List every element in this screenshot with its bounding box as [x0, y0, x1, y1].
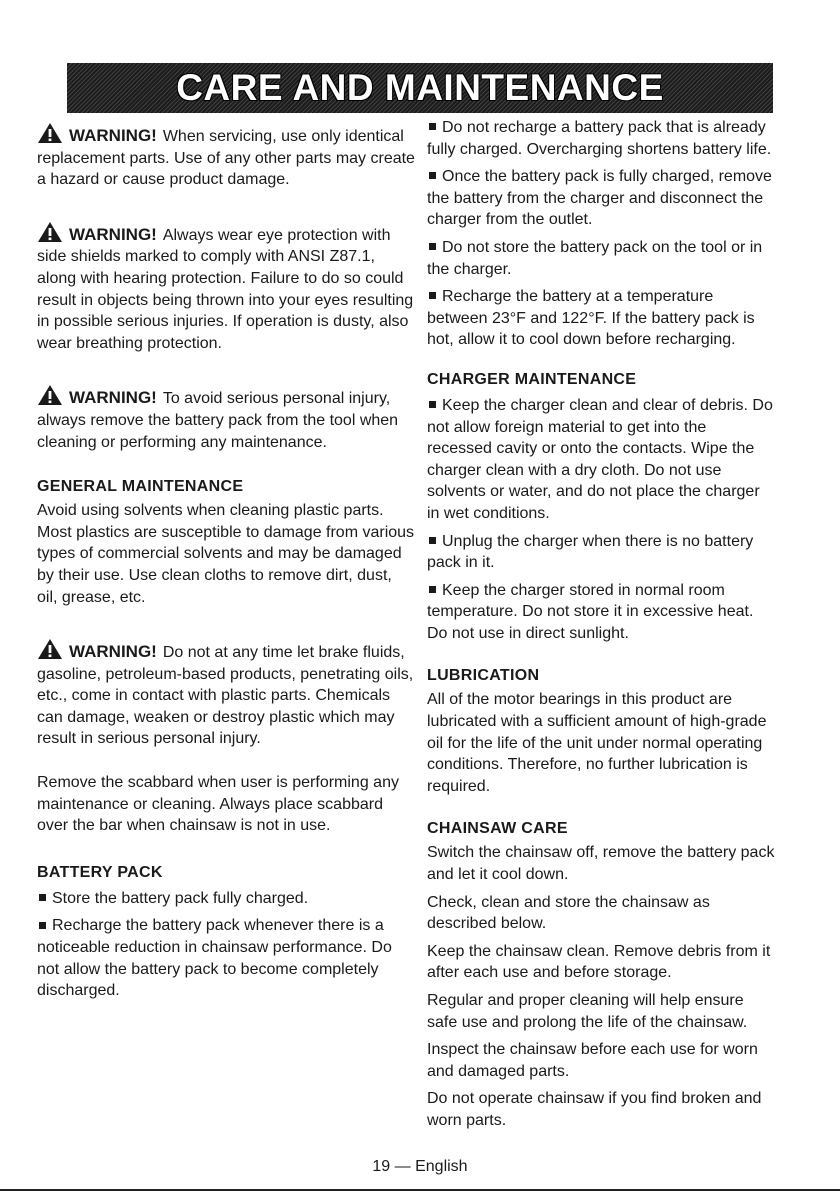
warning-text: Do not at any time let brake fluids, gasoline, petroleum-based products, penetrating oils, etc., come in contact with plastic parts. Chemicals can damage, weaken or destroy plastic which may result in serious personal injury. [37, 644, 414, 748]
battery-bullet: Once the battery pack is fully charged, remove the battery from the charger and disconnect the charger from the outlet. [427, 166, 775, 231]
warning-text: Always wear eye protection with side shields marked to comply with ANSI Z87.1, along with hearing protection. Failure to do so could result in objects being thrown into your eyes resulting in possible serious injuries. If operation is dusty, also wear breathing protection. [37, 226, 414, 352]
chainsaw-care-heading: CHAINSAW CARE [427, 820, 568, 838]
battery-bullet: Recharge the battery at a temperature between 23°F and 122°F. If the battery pack is hot, allow it to cool down before recharging. [427, 286, 775, 351]
warning-eye-protection [37, 221, 415, 355]
warning-text: When servicing, use only identical replacement parts. Use of any other parts may create a hazard or cause product damage. [37, 128, 415, 189]
warning-icon [37, 384, 63, 406]
warning-label: WARNING! [69, 642, 157, 662]
chainsaw-care-text: Check, clean and store the chainsaw as described below. [427, 893, 710, 933]
battery-bullet: Do not recharge a battery pack that is already fully charged. Overcharging shortens battery life. [427, 117, 775, 160]
chainsaw-care-text: Do not operate chainsaw if you find broken and worn parts. [427, 1090, 762, 1129]
warning-label: WARNING! [69, 388, 157, 408]
section-banner [67, 63, 773, 113]
warning-replacement-parts [37, 122, 415, 191]
warning-text: To avoid serious personal injury, always remove the battery pack from the tool when cleaning or performing any maintenance. [37, 390, 399, 451]
warning-remove-battery [37, 384, 415, 453]
page-title: CARE AND MAINTENANCE [176, 67, 664, 108]
warning-icon [37, 221, 63, 243]
warning-icon [37, 122, 63, 144]
right-column [427, 117, 775, 1132]
battery-bullet: Store the battery pack fully charged. [37, 888, 415, 910]
chainsaw-care-text: Inspect the chainsaw before each use for worn and damaged parts. [427, 1041, 758, 1080]
battery-bullet: Recharge the battery pack whenever there is a noticeable reduction in chainsaw performance. Do not allow the battery pack to become completely discharged. [37, 915, 415, 1001]
chainsaw-care-text: Switch the chainsaw off, remove the battery pack and let it cool down. [427, 844, 775, 884]
warning-label: WARNING! [69, 126, 157, 145]
chainsaw-care-text: Regular and proper cleaning will help ensure safe use and prolong the life of the chainsaw. [427, 992, 748, 1031]
charger-bullet: Keep the charger stored in normal room temperature. Do not store it in excessive heat. Do not use in direct sunlight. [427, 580, 775, 645]
lubrication-heading: LUBRICATION [427, 667, 540, 685]
left-column [37, 117, 415, 1002]
warning-label: WARNING! [69, 224, 157, 244]
general-maintenance-text: Avoid using solvents when cleaning plastic parts. Most plastics are susceptible to damage from various types of commercial solvents and may be damaged by their use. Use clean cloths to remove dirt, dust, oil, grease, etc. [37, 502, 415, 606]
page-footer: 19 — English [372, 1158, 468, 1175]
warning-chemicals [37, 638, 415, 750]
charger-bullet: Unplug the charger when there is no battery pack in it. [427, 531, 775, 574]
charger-maintenance-heading: CHARGER MAINTENANCE [427, 370, 637, 388]
lubrication-text: All of the motor bearings in this product are lubricated with a sufficient amount of high-grade oil for the life of the unit under normal operating conditions. Therefore, no further lubrication is required. [427, 691, 767, 795]
scabbard-text: Remove the scabbard when user is performing any maintenance or cleaning. Always place scabbard over the bar when chainsaw is not in use. [37, 774, 399, 835]
warning-icon [37, 638, 63, 660]
chainsaw-care-text: Keep the chainsaw clean. Remove debris from it after each use and before storage. [427, 942, 771, 982]
charger-bullet: Keep the charger clean and clear of debris. Do not allow foreign material to get into the recessed cavity or onto the contacts. Wipe the charger clean with a dry cloth. Do not use solvents or water, and do not place the charger in wet conditions. [427, 395, 775, 525]
battery-pack-heading: BATTERY PACK [37, 863, 163, 881]
battery-bullet: Do not store the battery pack on the tool or in the charger. [427, 237, 775, 280]
general-maintenance-heading: GENERAL MAINTENANCE [37, 478, 244, 496]
